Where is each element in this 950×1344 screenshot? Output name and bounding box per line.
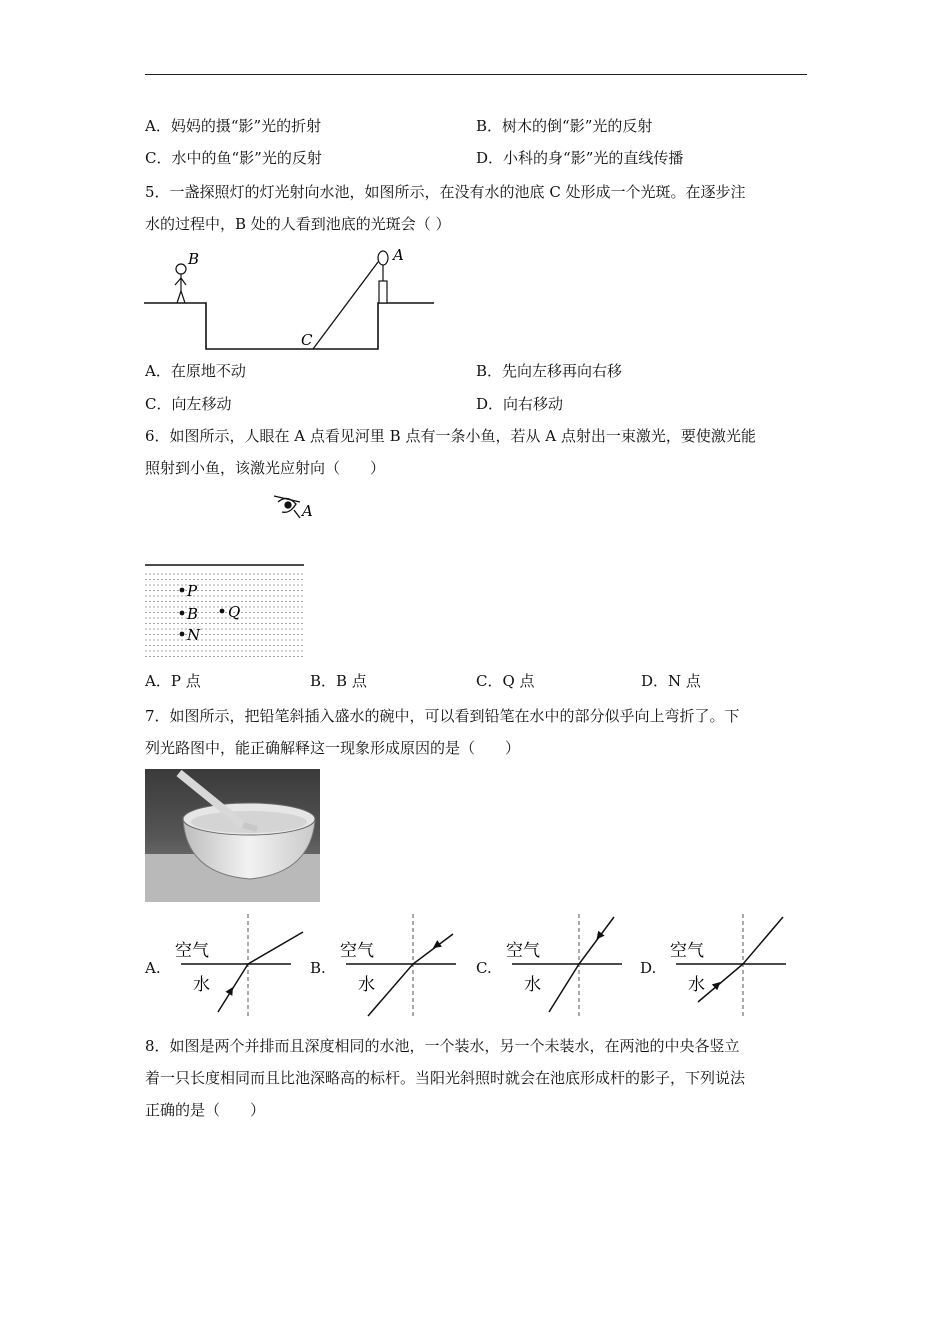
option-label: C. — [476, 959, 492, 977]
point-q — [220, 609, 225, 614]
label-p: P — [187, 582, 198, 600]
q7-stem-line1: 7．如图所示，把铅笔斜插入盛水的碗中，可以看到铅笔在水中的部分似乎向上弯折了。下 — [145, 707, 740, 725]
water-label: 水 — [193, 975, 210, 995]
q6-option-b[interactable]: B．B 点 — [310, 672, 367, 690]
q6-option-c[interactable]: C．Q 点 — [476, 672, 535, 690]
option-label: A. — [145, 959, 161, 977]
q6-river-figure — [140, 490, 320, 665]
bowl-photo — [145, 769, 320, 902]
light-ray — [698, 917, 783, 1002]
point-p — [180, 588, 185, 593]
option-label: D. — [640, 959, 657, 977]
q6-stem-line2: 照射到小鱼，该激光应射向（ ） — [145, 459, 386, 477]
label-n: N — [187, 626, 201, 644]
label-a: A — [302, 502, 313, 520]
ray-diagram — [163, 912, 308, 1020]
ray-diagram — [328, 912, 473, 1020]
light-beam — [313, 262, 378, 349]
q5-option-a[interactable]: A．在原地不动 — [145, 362, 246, 380]
q5-option-c[interactable]: C．向左移动 — [145, 395, 232, 413]
ray-diagram — [494, 912, 639, 1020]
water-label: 水 — [524, 975, 541, 995]
q5-stem-line2: 水的过程中，B 处的人看到池底的光斑会（ ） — [145, 215, 451, 233]
q8-stem-line3: 正确的是（ ） — [145, 1101, 266, 1119]
q4-option-a[interactable]: A．妈妈的摄“影”光的折射 — [145, 117, 322, 135]
q8-stem-line2: 着一只长度相同而且比池深略高的标杆。当阳光斜照时就会在池底形成杆的影子，下列说法 — [145, 1069, 746, 1087]
ray-diagram — [658, 912, 803, 1020]
q6-stem-line1: 6．如图所示，人眼在 A 点看见河里 B 点有一条小鱼，若从 A 点射出一束激光，要使激光能 — [145, 427, 756, 445]
header-rule — [145, 74, 807, 75]
q5-stem-line1: 5．一盏探照灯的灯光射向水池，如图所示，在没有水的池底 C 处形成一个光斑。在逐步注 — [145, 183, 746, 201]
q6-option-d[interactable]: D．N 点 — [641, 672, 701, 690]
q4-option-d[interactable]: D．小科的身“影”光的直线传播 — [476, 149, 684, 167]
q5-option-b[interactable]: B．先向左移再向右移 — [476, 362, 623, 380]
air-label: 空气 — [670, 941, 704, 961]
point-n — [180, 632, 185, 637]
q4-option-b[interactable]: B．树木的倒“影”光的反射 — [476, 117, 653, 135]
q4-option-c[interactable]: C．水中的鱼“影”光的反射 — [145, 149, 322, 167]
label-c: C — [301, 331, 313, 349]
searchlight-icon — [378, 251, 388, 303]
light-ray — [218, 932, 303, 1012]
q5-option-d[interactable]: D．向右移动 — [476, 395, 564, 413]
air-label: 空气 — [506, 941, 540, 961]
water-label: 水 — [688, 975, 705, 995]
option-label: B. — [310, 959, 326, 977]
q5-pool-figure — [140, 245, 440, 355]
pool-outline — [144, 303, 434, 349]
q7-stem-line2: 列光路图中，能正确解释这一现象形成原因的是（ ） — [145, 739, 521, 757]
water-pattern — [145, 574, 304, 657]
label-b: B — [188, 250, 200, 268]
point-b — [180, 611, 185, 616]
q8-stem-line1: 8．如图是两个并排而且深度相同的水池，一个装水，另一个未装水，在两池的中央各竖立 — [145, 1037, 740, 1055]
air-label: 空气 — [340, 941, 374, 961]
label-q: Q — [228, 603, 241, 621]
eye-icon — [274, 496, 300, 518]
water-label: 水 — [358, 975, 375, 995]
person-icon — [175, 264, 186, 303]
q6-option-a[interactable]: A．P 点 — [145, 672, 201, 690]
label-b: B — [187, 605, 199, 623]
label-a: A — [393, 246, 404, 264]
ray-arrow — [225, 985, 236, 996]
air-label: 空气 — [175, 941, 209, 961]
